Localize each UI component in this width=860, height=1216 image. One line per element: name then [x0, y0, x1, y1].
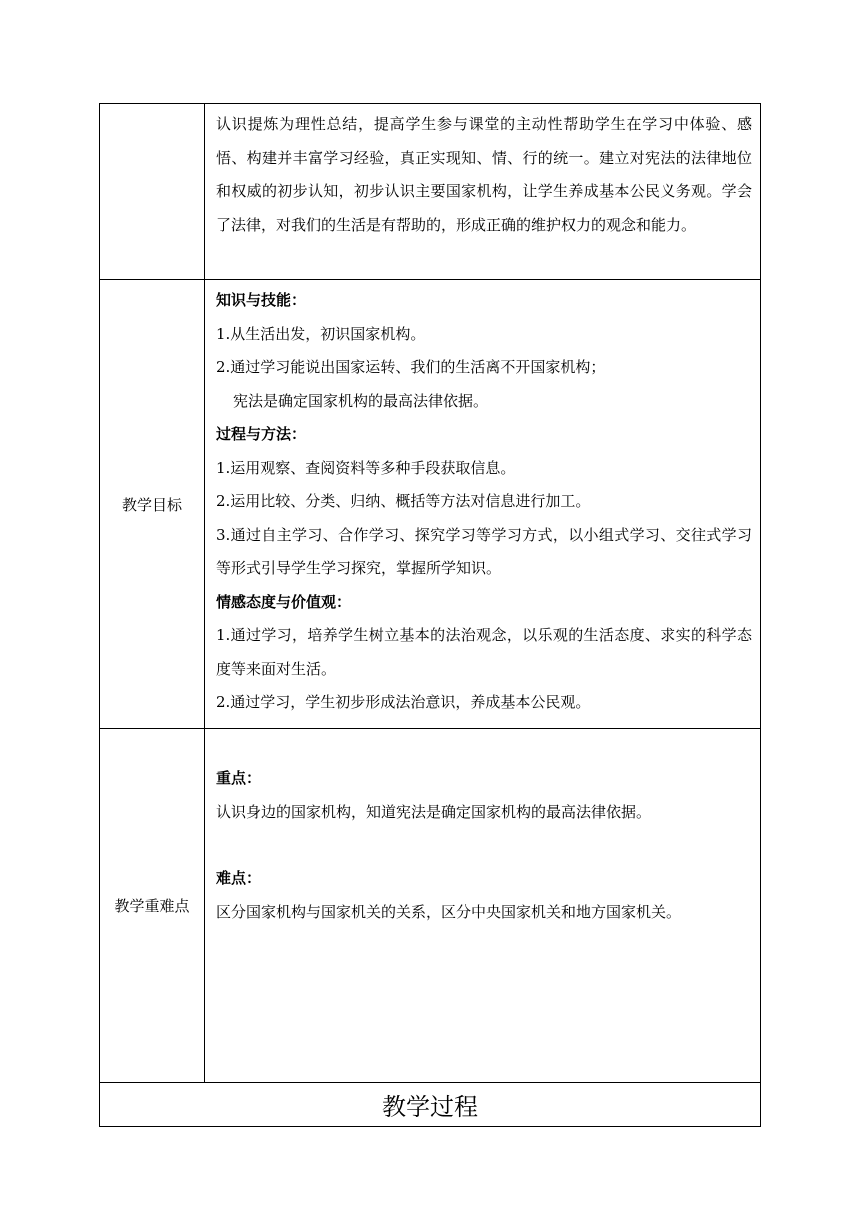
teaching-process-title: 教学过程	[100, 1083, 761, 1127]
process-item: 1.运用观察、查阅资料等多种手段获取信息。	[216, 458, 516, 477]
intro-content-cell	[205, 104, 761, 280]
teaching-goals-row	[100, 280, 761, 729]
lesson-plan-table	[99, 103, 761, 1127]
focus-heading: 重点：	[216, 769, 262, 787]
process-heading: 过程与方法：	[216, 425, 307, 443]
emotion-item: 2.通过学习，学生初步形成法治意识，养成基本公民观。	[216, 693, 591, 711]
knowledge-item: 1.从生活出发，初识国家机构。	[216, 324, 426, 343]
knowledge-heading: 知识与技能：	[216, 291, 307, 309]
spacer	[216, 829, 752, 862]
emotion-heading: 情感态度与价值观：	[216, 592, 352, 611]
difficulty-text: 区分国家机构与国家机关的关系，区分中央国家机关和地方国家机关。	[216, 902, 682, 921]
intro-label-cell	[100, 104, 205, 280]
focus-text: 认识身边的国家机构，知道宪法是确定国家机构的最高法律依据。	[216, 802, 652, 821]
knowledge-item: 2.通过学习能说出国家运转、我们的生活离不开国家机构；	[216, 358, 606, 376]
process-item: 3.通过自主学习、合作学习、探究学习等学习方式，以小组式学习、交往式学习等形式引导学生学习探究，掌握所学知识。	[216, 525, 752, 577]
emotion-item: 1.通过学习，培养学生树立基本的法治观念，以乐观的生活态度、求实的科学态度等来面对生活。	[216, 626, 752, 678]
key-points-content	[205, 729, 761, 1083]
process-title-row	[100, 1083, 761, 1127]
key-points-label: 教学重难点	[100, 729, 205, 1083]
teaching-goals-label: 教学目标	[100, 280, 205, 729]
intro-paragraph: 认识提炼为理性总结，提高学生参与课堂的主动性帮助学生在学习中体验、感悟、构建并丰富学习经验，真正实现知、情、行的统一。建立对宪法的法律地位和权威的初步认知，初步认识主要国家机构，让学生养成基本公民义务观。学会了法律，对我们的生活是有帮助的，形成正确的维护权力的观念和能力。	[216, 115, 752, 234]
teaching-goals-content	[205, 280, 761, 729]
knowledge-continuation: 宪法是确定国家机构的最高法律依据。	[233, 391, 489, 410]
process-item: 2.运用比较、分类、归纳、概括等方法对信息进行加工。	[216, 492, 591, 510]
difficulty-heading: 难点：	[216, 869, 262, 887]
key-points-row	[100, 729, 761, 1083]
intro-row	[100, 104, 761, 280]
